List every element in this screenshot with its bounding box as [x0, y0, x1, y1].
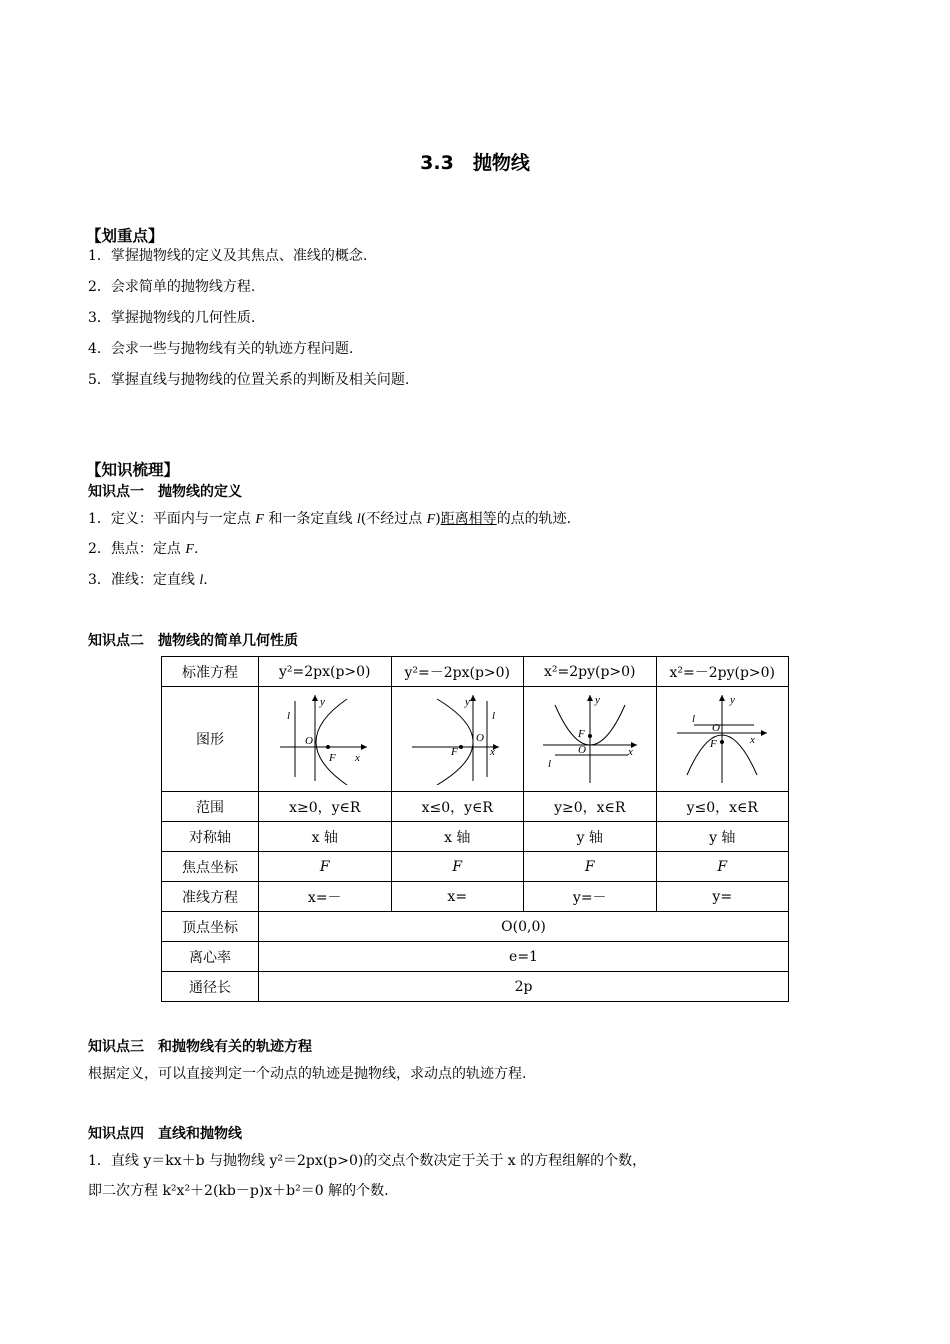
- directrix-label: l: [492, 710, 496, 722]
- kp1-definition: 1．定义：平面内与一定点 F 和一条定直线 l(不经过点 F)距离相等的点的轨迹.: [88, 511, 572, 527]
- table-cell: 标准方程: [162, 657, 259, 687]
- kp1-directrix: 3．准线：定直线 l.: [88, 572, 208, 588]
- table-row: [162, 912, 789, 942]
- table-cell: 离心率: [162, 942, 259, 972]
- table-cell: 通径长: [162, 972, 259, 1002]
- table-cell: 准线方程: [162, 882, 259, 912]
- table-cell: y 轴: [656, 822, 789, 852]
- graph-left-opening: [391, 687, 524, 792]
- y-axis-label: y: [465, 696, 471, 708]
- definition-underlined: 距离相等: [440, 511, 497, 527]
- kp1-focus: 2．焦点：定点 F.: [88, 541, 199, 557]
- table-cell: 顶点坐标: [162, 912, 259, 942]
- table-cell: y²=2px(p>0): [259, 657, 392, 687]
- directrix-label: l: [692, 713, 696, 725]
- table-row: [162, 882, 789, 912]
- key-point-3: 3．掌握抛物线的几何性质.: [88, 310, 256, 326]
- table-cell: F: [656, 852, 789, 882]
- kp3-text: 根据定义，可以直接判定一个动点的轨迹是抛物线，求动点的轨迹方程.: [88, 1066, 527, 1082]
- table-cell: x=－: [259, 882, 392, 912]
- origin-label: O: [577, 744, 586, 756]
- table-cell: F: [391, 852, 524, 882]
- table-row: [162, 822, 789, 852]
- table-row: [162, 852, 789, 882]
- kp1-title: 知识点一 抛物线的定义: [88, 484, 242, 500]
- knowledge-heading: 【知识梳理】: [86, 461, 180, 479]
- kp2-title: 知识点二 抛物线的简单几何性质: [88, 633, 298, 649]
- key-point-1: 1．掌握抛物线的定义及其焦点、准线的概念.: [88, 248, 368, 264]
- table-row: [162, 942, 789, 972]
- table-cell: x 轴: [391, 822, 524, 852]
- properties-table: [161, 656, 789, 1002]
- kp4-line-1: 1．直线 y＝kx＋b 与抛物线 y²＝2px(p>0)的交点个数决定于关于 x 的方程组解的个数，: [88, 1153, 647, 1169]
- table-cell: x²=2py(p>0): [524, 657, 657, 687]
- directrix-label: l: [547, 758, 551, 770]
- table-cell: y=－: [524, 882, 657, 912]
- graph-up-opening: [524, 687, 657, 792]
- table-cell: x=: [391, 882, 524, 912]
- focus-label: F: [577, 728, 585, 740]
- key-point-5: 5．掌握直线与抛物线的位置关系的判断及相关问题.: [88, 372, 410, 388]
- focus-label: F: [328, 752, 336, 764]
- table-cell: x≤0，y∈R: [391, 792, 524, 822]
- table-row: [162, 657, 789, 687]
- origin-label: O: [476, 732, 485, 744]
- kp3-title: 知识点三 和抛物线有关的轨迹方程: [88, 1039, 312, 1055]
- origin-label: O: [304, 735, 313, 747]
- table-cell: y=: [656, 882, 789, 912]
- table-cell: 焦点坐标: [162, 852, 259, 882]
- table-cell: x 轴: [259, 822, 392, 852]
- table-row: [162, 687, 789, 792]
- table-cell: F: [524, 852, 657, 882]
- graph-down-opening: [656, 687, 789, 792]
- focus-label: F: [451, 746, 458, 758]
- table-row: [162, 972, 789, 1002]
- table-cell: F: [259, 852, 392, 882]
- table-cell: y 轴: [524, 822, 657, 852]
- table-cell: 对称轴: [162, 822, 259, 852]
- table-cell: y≤0，x∈R: [656, 792, 789, 822]
- y-axis-label: y: [730, 694, 736, 706]
- table-cell: 图形: [162, 687, 259, 792]
- table-cell: e=1: [259, 942, 789, 972]
- table-cell: y²=－2px(p>0): [391, 657, 524, 687]
- kp4-line-2: 即二次方程 k²x²＋2(kb－p)x＋b²＝0 解的个数.: [88, 1183, 389, 1199]
- table-cell: x≥0，y∈R: [259, 792, 392, 822]
- table-row: [162, 792, 789, 822]
- kp4-title: 知识点四 直线和抛物线: [88, 1126, 242, 1142]
- table-cell: 2p: [259, 972, 789, 1002]
- directrix-label: l: [286, 710, 290, 722]
- key-points-heading: 【划重点】: [86, 227, 164, 245]
- x-axis-label: x: [354, 752, 360, 764]
- page-title: 3.3 抛物线: [420, 152, 530, 174]
- x-axis-label: x: [627, 746, 633, 758]
- y-axis-label: y: [319, 696, 325, 708]
- focus-label: F: [710, 738, 717, 750]
- graph-right-opening: [259, 687, 392, 792]
- table-cell: y≥0，x∈R: [524, 792, 657, 822]
- table-cell: x²=－2py(p>0): [656, 657, 789, 687]
- x-axis-label: x: [490, 746, 496, 758]
- key-point-4: 4．会求一些与抛物线有关的轨迹方程问题.: [88, 341, 354, 357]
- x-axis-label: x: [750, 734, 756, 746]
- y-axis-label: y: [594, 694, 600, 706]
- key-point-2: 2．会求简单的抛物线方程.: [88, 279, 256, 295]
- table-cell: 范围: [162, 792, 259, 822]
- origin-label: O: [712, 722, 721, 734]
- table-cell: O(0,0): [259, 912, 789, 942]
